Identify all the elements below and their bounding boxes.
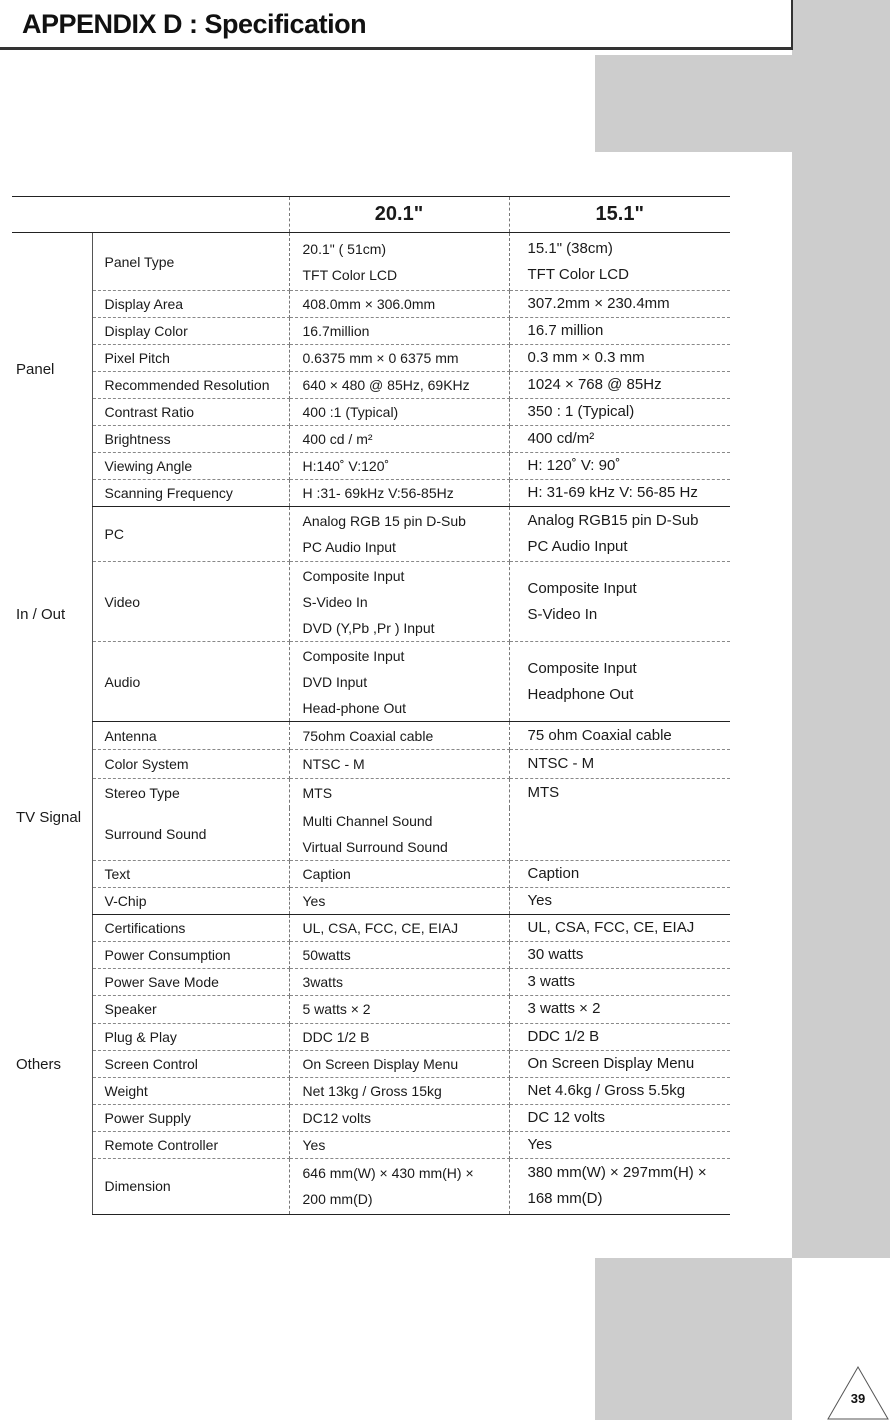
value-15-1-cell bbox=[509, 941, 730, 968]
value-line: H: 31-69 kHz V: 56-85 Hz bbox=[527, 484, 698, 501]
value-line: 16.7 million bbox=[527, 322, 604, 339]
value-line: Yes bbox=[302, 892, 326, 909]
group-label: TV Signal bbox=[16, 809, 82, 827]
page-title: APPENDIX D : Specification bbox=[22, 9, 367, 39]
value-20-1-cell bbox=[289, 860, 509, 887]
feature-label: Plug & Play bbox=[92, 1023, 289, 1050]
page-header bbox=[0, 0, 793, 50]
table-row bbox=[12, 372, 730, 399]
feature-label: Scanning Frequency bbox=[92, 480, 289, 507]
table-row bbox=[12, 345, 730, 372]
value-15-1-cell bbox=[509, 914, 730, 941]
value-20-1-cell bbox=[289, 642, 509, 722]
table-row bbox=[12, 722, 730, 750]
value-line: DC 12 volts bbox=[527, 1108, 606, 1126]
value-15-1-cell bbox=[509, 233, 730, 291]
value-15-1-cell bbox=[509, 1023, 730, 1050]
table-row bbox=[12, 1158, 730, 1214]
value-20-1-cell bbox=[289, 722, 509, 750]
value-line: Net 13kg / Gross 15kg bbox=[302, 1082, 442, 1099]
feature-label: Display Color bbox=[92, 318, 289, 345]
value-20-1-cell bbox=[289, 372, 509, 399]
value-line: 0.3 mm × 0.3 mm bbox=[527, 349, 645, 366]
value-15-1-cell bbox=[509, 808, 730, 861]
value-line: 5 watts × 2 bbox=[302, 1001, 371, 1017]
table-row bbox=[12, 233, 730, 291]
feature-label: Stereo Type bbox=[92, 779, 289, 808]
value-line: H:140˚ V:120˚ bbox=[302, 458, 390, 474]
value-15-1-cell bbox=[509, 453, 730, 480]
value-line: 3 watts bbox=[527, 972, 576, 990]
value-line: Composite Input bbox=[302, 647, 405, 664]
value-line: 30 watts bbox=[527, 945, 584, 963]
value-line: 3watts bbox=[302, 973, 343, 990]
feature-label: Certifications bbox=[92, 914, 289, 941]
group-label: In / Out bbox=[16, 605, 66, 623]
table-row bbox=[12, 642, 730, 722]
table-row bbox=[12, 995, 730, 1023]
table-row bbox=[12, 808, 730, 861]
value-20-1-cell bbox=[289, 318, 509, 345]
value-line: Composite Input bbox=[527, 659, 637, 677]
value-line: H :31- 69kHz V:56-85Hz bbox=[302, 485, 454, 501]
feature-label: PC bbox=[92, 507, 289, 562]
value-15-1-cell bbox=[509, 750, 730, 779]
value-line: Caption bbox=[302, 865, 351, 882]
value-line: On Screen Display Menu bbox=[527, 1054, 695, 1072]
value-20-1-cell bbox=[289, 233, 509, 291]
value-line: Yes bbox=[302, 1136, 326, 1153]
gray-band-right bbox=[792, 0, 890, 1258]
feature-label: Remote Controller bbox=[92, 1131, 289, 1158]
value-line: 20.1" ( 51cm) bbox=[302, 240, 387, 257]
value-15-1-cell bbox=[509, 1077, 730, 1104]
value-15-1-cell bbox=[509, 887, 730, 914]
value-15-1-cell bbox=[509, 642, 730, 722]
feature-label: Text bbox=[92, 860, 289, 887]
feature-label: Antenna bbox=[92, 722, 289, 750]
value-20-1-cell bbox=[289, 995, 509, 1023]
value-20-1-cell bbox=[289, 507, 509, 562]
feature-label: Power Save Mode bbox=[92, 968, 289, 995]
value-line: Net 4.6kg / Gross 5.5kg bbox=[527, 1081, 686, 1099]
table-row bbox=[12, 860, 730, 887]
value-line: S-Video In bbox=[302, 593, 368, 610]
value-15-1-cell bbox=[509, 1104, 730, 1131]
value-20-1-cell bbox=[289, 941, 509, 968]
value-line: 350 : 1 (Typical) bbox=[527, 403, 635, 420]
value-line: DDC 1/2 B bbox=[302, 1028, 370, 1045]
page-number: 39 bbox=[850, 1391, 866, 1406]
table-row bbox=[12, 562, 730, 642]
value-line: 1024 × 768 @ 85Hz bbox=[527, 376, 662, 393]
value-15-1-cell bbox=[509, 318, 730, 345]
feature-label: Panel Type bbox=[92, 233, 289, 291]
value-15-1-cell bbox=[509, 995, 730, 1023]
value-15-1-cell bbox=[509, 291, 730, 318]
table-header-row bbox=[12, 197, 730, 233]
value-line: 75 ohm Coaxial cable bbox=[527, 726, 672, 744]
table-row bbox=[12, 480, 730, 507]
value-line: Virtual Surround Sound bbox=[302, 838, 448, 855]
value-line: 50watts bbox=[302, 946, 351, 963]
gray-band-bottom bbox=[595, 1258, 792, 1420]
value-15-1-cell bbox=[509, 426, 730, 453]
value-15-1-cell bbox=[509, 480, 730, 507]
value-20-1-cell bbox=[289, 453, 509, 480]
table-row bbox=[12, 1023, 730, 1050]
feature-label: Screen Control bbox=[92, 1050, 289, 1077]
feature-label: Weight bbox=[92, 1077, 289, 1104]
feature-label: Dimension bbox=[92, 1158, 289, 1214]
value-line: On Screen Display Menu bbox=[302, 1055, 459, 1072]
value-line: Analog RGB15 pin D-Sub bbox=[527, 512, 699, 529]
table-row bbox=[12, 1050, 730, 1077]
value-line: Analog RGB 15 pin D-Sub bbox=[302, 513, 466, 529]
feature-label: Power Consumption bbox=[92, 941, 289, 968]
value-line: DDC 1/2 B bbox=[527, 1027, 600, 1045]
value-line: 380 mm(W) × 297mm(H) × bbox=[527, 1164, 707, 1181]
value-20-1-cell bbox=[289, 968, 509, 995]
value-20-1-cell bbox=[289, 1077, 509, 1104]
value-15-1-cell bbox=[509, 968, 730, 995]
value-20-1-cell bbox=[289, 426, 509, 453]
value-15-1-cell bbox=[509, 372, 730, 399]
feature-label: Brightness bbox=[92, 426, 289, 453]
gray-band-top bbox=[595, 55, 792, 152]
table-row bbox=[12, 291, 730, 318]
feature-label: Viewing Angle bbox=[92, 453, 289, 480]
value-line: 307.2mm × 230.4mm bbox=[527, 295, 670, 312]
feature-label: Power Supply bbox=[92, 1104, 289, 1131]
table-row bbox=[12, 1131, 730, 1158]
table-row bbox=[12, 426, 730, 453]
value-line: TFT Color LCD bbox=[302, 266, 398, 283]
value-line: 200 mm(D) bbox=[302, 1191, 373, 1207]
value-15-1-cell bbox=[509, 345, 730, 372]
feature-label: Video bbox=[92, 562, 289, 642]
value-20-1-cell bbox=[289, 1158, 509, 1214]
table-row bbox=[12, 1104, 730, 1131]
value-line: Multi Channel Sound bbox=[302, 812, 433, 829]
group-label: Others bbox=[16, 1055, 62, 1073]
value-line: S-Video In bbox=[527, 605, 598, 623]
value-line: 400 cd/m² bbox=[527, 430, 595, 447]
value-15-1-cell bbox=[509, 1158, 730, 1214]
value-line: DC12 volts bbox=[302, 1109, 371, 1126]
table-row bbox=[12, 914, 730, 941]
value-line: MTS bbox=[527, 784, 560, 802]
value-line: UL, CSA, FCC, CE, EIAJ bbox=[527, 918, 695, 936]
value-line: PC Audio Input bbox=[302, 539, 396, 555]
column-header-20-1: 20.1" bbox=[289, 197, 509, 233]
value-line: H: 120˚ V: 90˚ bbox=[527, 457, 621, 474]
value-line: NTSC - M bbox=[527, 755, 595, 772]
value-line: 640 × 480 @ 85Hz, 69KHz bbox=[302, 377, 470, 393]
value-15-1-cell bbox=[509, 1050, 730, 1077]
value-line: 168 mm(D) bbox=[527, 1190, 603, 1207]
value-line: 0.6375 mm × 0 6375 mm bbox=[302, 350, 459, 366]
value-20-1-cell bbox=[289, 1131, 509, 1158]
value-20-1-cell bbox=[289, 887, 509, 914]
table-row bbox=[12, 507, 730, 562]
table-row bbox=[12, 779, 730, 808]
value-line: 15.1" (38cm) bbox=[527, 239, 613, 257]
value-line: 3 watts × 2 bbox=[527, 1000, 601, 1017]
value-line: Yes bbox=[527, 891, 552, 909]
value-line: 400 cd / m² bbox=[302, 431, 373, 447]
feature-label: Contrast Ratio bbox=[92, 399, 289, 426]
value-20-1-cell bbox=[289, 779, 509, 808]
table-row bbox=[12, 941, 730, 968]
table-row bbox=[12, 318, 730, 345]
value-line: 75ohm Coaxial cable bbox=[302, 727, 434, 744]
value-20-1-cell bbox=[289, 480, 509, 507]
value-line: PC Audio Input bbox=[527, 538, 628, 555]
value-15-1-cell bbox=[509, 1131, 730, 1158]
value-20-1-cell bbox=[289, 399, 509, 426]
table-row bbox=[12, 1077, 730, 1104]
value-line: UL, CSA, FCC, CE, EIAJ bbox=[302, 919, 459, 936]
value-line: DVD (Y,Pb ,Pr ) Input bbox=[302, 619, 435, 636]
table-row bbox=[12, 968, 730, 995]
feature-label: Speaker bbox=[92, 995, 289, 1023]
value-line: Yes bbox=[527, 1135, 552, 1153]
table-row bbox=[12, 887, 730, 914]
table-row bbox=[12, 750, 730, 779]
value-15-1-cell bbox=[509, 860, 730, 887]
value-line: Composite Input bbox=[302, 567, 405, 584]
value-line: Headphone Out bbox=[527, 685, 634, 703]
value-line: 408.0mm × 306.0mm bbox=[302, 296, 436, 312]
value-15-1-cell bbox=[509, 779, 730, 808]
value-20-1-cell bbox=[289, 1050, 509, 1077]
feature-label: V-Chip bbox=[92, 887, 289, 914]
value-line: Head-phone Out bbox=[302, 699, 407, 716]
value-line: MTS bbox=[302, 785, 333, 802]
value-15-1-cell bbox=[509, 507, 730, 562]
specification-table bbox=[12, 196, 730, 1215]
value-line: 646 mm(W) × 430 mm(H) × bbox=[302, 1165, 474, 1181]
value-line: DVD Input bbox=[302, 673, 368, 690]
header-blank-cell bbox=[12, 197, 289, 233]
value-line: 16.7million bbox=[302, 323, 370, 339]
value-20-1-cell bbox=[289, 750, 509, 779]
table-row bbox=[12, 399, 730, 426]
table-row bbox=[12, 453, 730, 480]
feature-label: Display Area bbox=[92, 291, 289, 318]
value-20-1-cell bbox=[289, 1023, 509, 1050]
value-line: TFT Color LCD bbox=[527, 265, 629, 283]
feature-label: Color System bbox=[92, 750, 289, 779]
group-label: Panel bbox=[16, 361, 55, 379]
value-20-1-cell bbox=[289, 914, 509, 941]
value-20-1-cell bbox=[289, 808, 509, 861]
feature-label: Audio bbox=[92, 642, 289, 722]
value-20-1-cell bbox=[289, 291, 509, 318]
value-20-1-cell bbox=[289, 1104, 509, 1131]
value-line: Caption bbox=[527, 864, 580, 882]
value-line: Composite Input bbox=[527, 579, 637, 597]
feature-label: Recommended Resolution bbox=[92, 372, 289, 399]
value-15-1-cell bbox=[509, 722, 730, 750]
value-20-1-cell bbox=[289, 345, 509, 372]
value-15-1-cell bbox=[509, 399, 730, 426]
feature-label: Surround Sound bbox=[92, 808, 289, 861]
value-line: NTSC - M bbox=[302, 756, 365, 772]
feature-label: Pixel Pitch bbox=[92, 345, 289, 372]
value-20-1-cell bbox=[289, 562, 509, 642]
value-line: 400 :1 (Typical) bbox=[302, 404, 399, 420]
column-header-15-1: 15.1" bbox=[509, 197, 730, 233]
value-15-1-cell bbox=[509, 562, 730, 642]
